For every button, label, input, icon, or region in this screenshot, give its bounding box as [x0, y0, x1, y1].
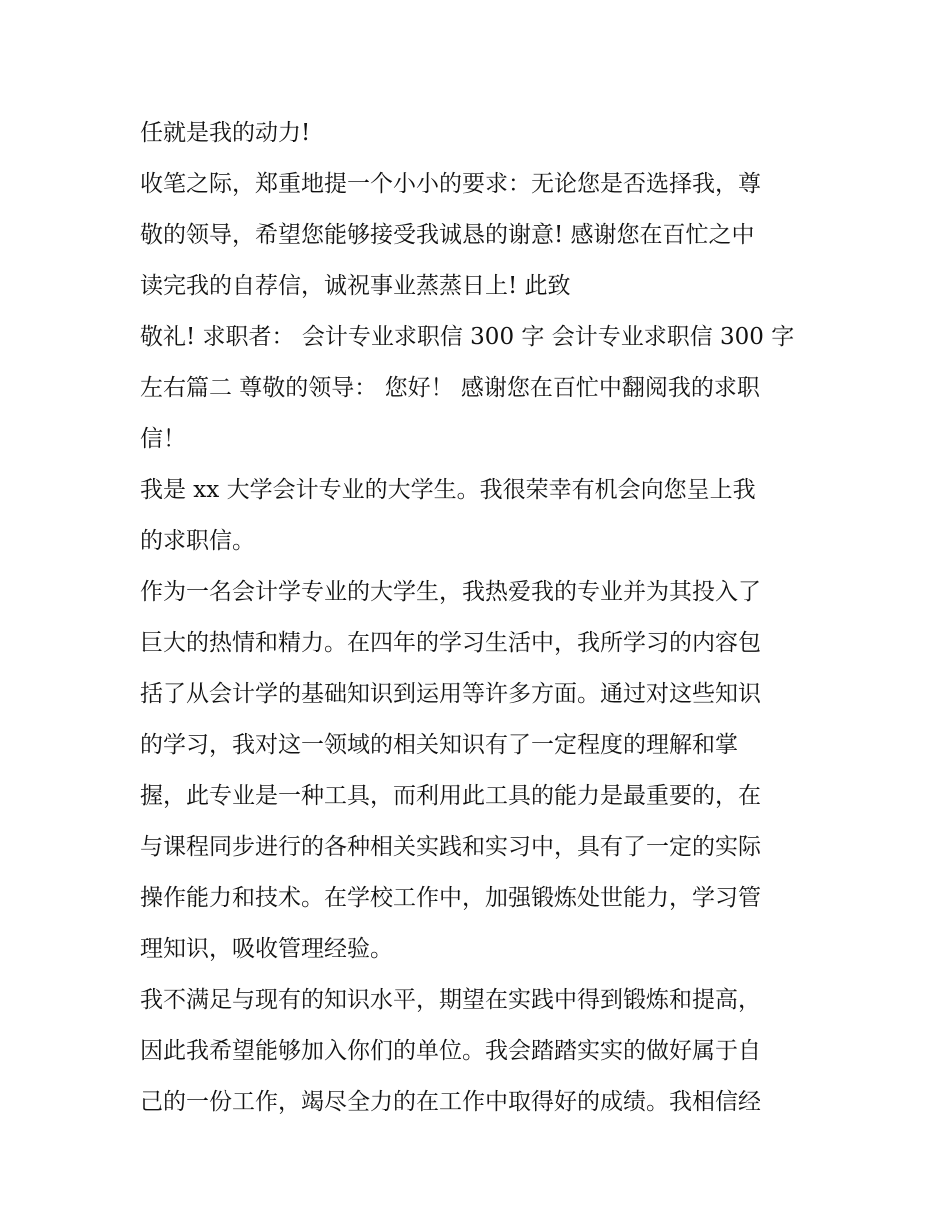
text-line: 操作能力和技术。在学校工作中，加强锻炼处世能力，学习管 [140, 885, 761, 911]
text-line: 敬的领导，希望您能够接受我诚恳的谢意! 感谢您在百忙之中 [140, 222, 755, 248]
text-line: 收笔之际，郑重地提一个小小的要求：无论您是否选择我，尊 [140, 171, 761, 197]
text-line: 握，此专业是一种工具，而利用此工具的能力是最重要的，在 [140, 783, 761, 809]
text-line: 己的一份工作，竭尽全力的在工作中取得好的成绩。我相信经 [140, 1089, 761, 1115]
text-line: 理知识，吸收管理经验。 [140, 936, 393, 962]
text-line: 的学习，我对这一领域的相关知识有了一定程度的理解和掌 [140, 732, 738, 758]
text-line: 读完我的自荐信，诚祝事业蒸蒸日上! 此致 [140, 273, 571, 299]
text-line: 括了从会计学的基础知识到运用等许多方面。通过对这些知识 [140, 681, 761, 707]
text-line: 任就是我的动力! [140, 120, 311, 146]
text-line: 因此我希望能够加入你们的单位。我会踏踏实实的做好属于自 [140, 1038, 761, 1064]
text-line: 左右篇二 尊敬的领导： 您好！ 感谢您在百忙中翻阅我的求职 [140, 375, 760, 401]
text-line: 的求职信。 [140, 528, 255, 554]
text-line: 信！ [140, 426, 186, 452]
text-line: 作为一名会计学专业的大学生，我热爱我的专业并为其投入了 [140, 579, 761, 605]
text-line: 巨大的热情和精力。在四年的学习生活中，我所学习的内容包 [140, 630, 761, 656]
text-line: 我不满足与现有的知识水平，期望在实践中得到锻炼和提高， [140, 987, 761, 1013]
document-body [140, 108, 820, 1128]
text-line: 我是 xx 大学会计专业的大学生。我很荣幸有机会向您呈上我 [140, 477, 756, 503]
text-line: 与课程同步进行的各种相关实践和实习中，具有了一定的实际 [140, 834, 761, 860]
text-line: 敬礼! 求职者： 会计专业求职信 300 字 会计专业求职信 300 字 [140, 324, 795, 350]
